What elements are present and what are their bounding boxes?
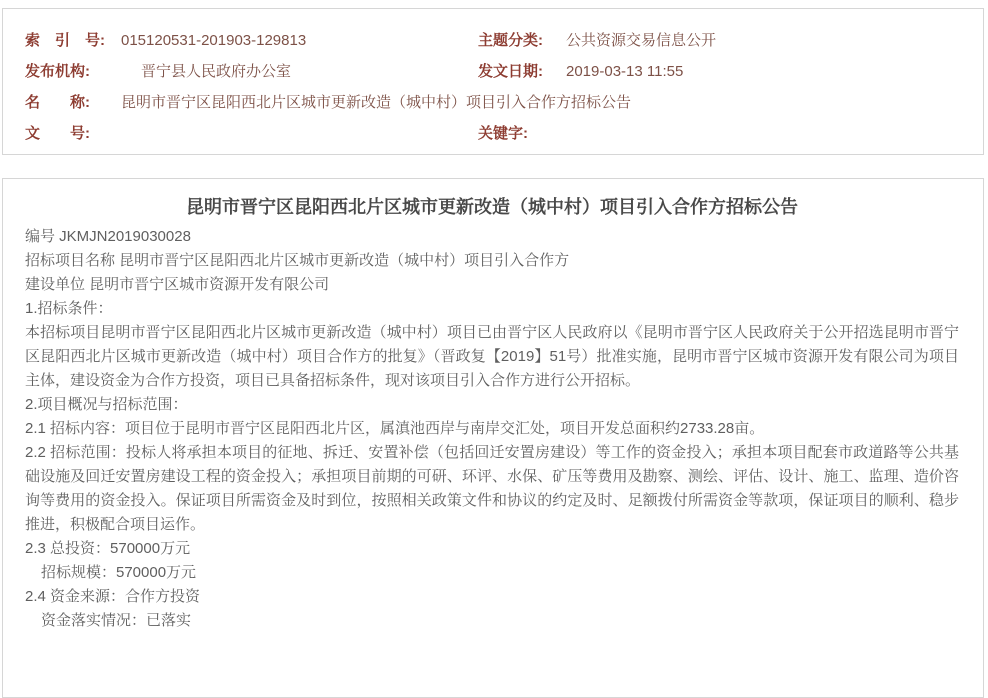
document-meta-panel	[2, 8, 984, 155]
topic-category-label: 主题分类:	[478, 32, 543, 49]
document-number-value	[121, 118, 478, 149]
tender-scale-line: 招标规模：570000万元	[41, 564, 197, 581]
section-1-text: 本招标项目昆明市晋宁区昆阳西北片区城市更新改造（城中村）项目已由晋宁区人民政府以《昆明市晋宁区人民政府关于公开招选昆明市晋宁区昆阳西北片区城市更新改造（城中村）项目合作方的批复》（晋政复【2019】51号）批准实施，昆明市晋宁区城市资源开发有限公司为项目主体，建设资金为合作方投资，项目已具备招标条件，现对该项目引入合作方进行公开招标。	[25, 324, 959, 389]
document-number-label: 文 号:	[25, 125, 90, 142]
section-1-heading: 1.招标条件：	[25, 300, 113, 317]
section-2-heading: 2.项目概况与招标范围：	[25, 396, 188, 413]
index-number-value: 015120531-201903-129813	[121, 32, 307, 49]
document-name-label: 名 称:	[25, 94, 90, 111]
project-name-line: 招标项目名称 昆明市晋宁区昆阳西北片区城市更新改造（城中村）项目引入合作方	[25, 252, 570, 269]
announcement-title: 昆明市晋宁区昆阳西北片区城市更新改造（城中村）项目引入合作方招标公告	[186, 197, 798, 217]
index-number-label: 索 引 号:	[25, 32, 105, 49]
builder-line: 建设单位 昆明市晋宁区城市资源开发有限公司	[25, 276, 330, 293]
document-name-value: 昆明市晋宁区昆阳西北片区城市更新改造（城中村）项目引入合作方招标公告	[121, 94, 632, 111]
section-2-4-text: 2.4 资金来源：合作方投资	[25, 588, 201, 605]
topic-category-value: 公共资源交易信息公开	[566, 32, 717, 49]
section-2-3-text: 2.3 总投资：570000万元	[25, 540, 191, 557]
announcement-body	[2, 178, 984, 698]
meta-grid	[25, 25, 973, 149]
section-2-1-text: 2.1 招标内容：项目位于昆明市晋宁区昆阳西北片区，属滇池西岸与南岸交汇处，项目开发总面积约2733.28亩。	[25, 420, 765, 437]
issuing-agency-label: 发布机构:	[25, 63, 90, 80]
issue-date-label: 发文日期:	[478, 63, 543, 80]
keyword-value	[566, 118, 973, 149]
funding-status-line: 资金落实情况：已落实	[41, 612, 192, 629]
issuing-agency-value: 晋宁县人民政府办公室	[141, 63, 292, 80]
doc-number-line: 编号 JKMJN2019030028	[25, 228, 191, 245]
section-2-2-text: 2.2 招标范围：投标人将承担本项目的征地、拆迁、安置补偿（包括回迁安置房建设）等工作的资金投入；承担本项目配套市政道路等公共基础设施及回迁安置房建设工程的资金投入；承担项目前期的可研、环评、水保、矿压等费用及勘察、测绘、评估、设计、施工、监理、造价咨询等费用的资金投入。保证项目所需资金及时到位，按照相关政策文件和协议的约定及时、足额拨付所需资金等款项，保证项目的顺利、稳步推进，积极配合项目运作。	[25, 444, 959, 533]
keyword-label: 关键字:	[478, 125, 528, 142]
issue-date-value: 2019-03-13 11:55	[566, 63, 684, 80]
